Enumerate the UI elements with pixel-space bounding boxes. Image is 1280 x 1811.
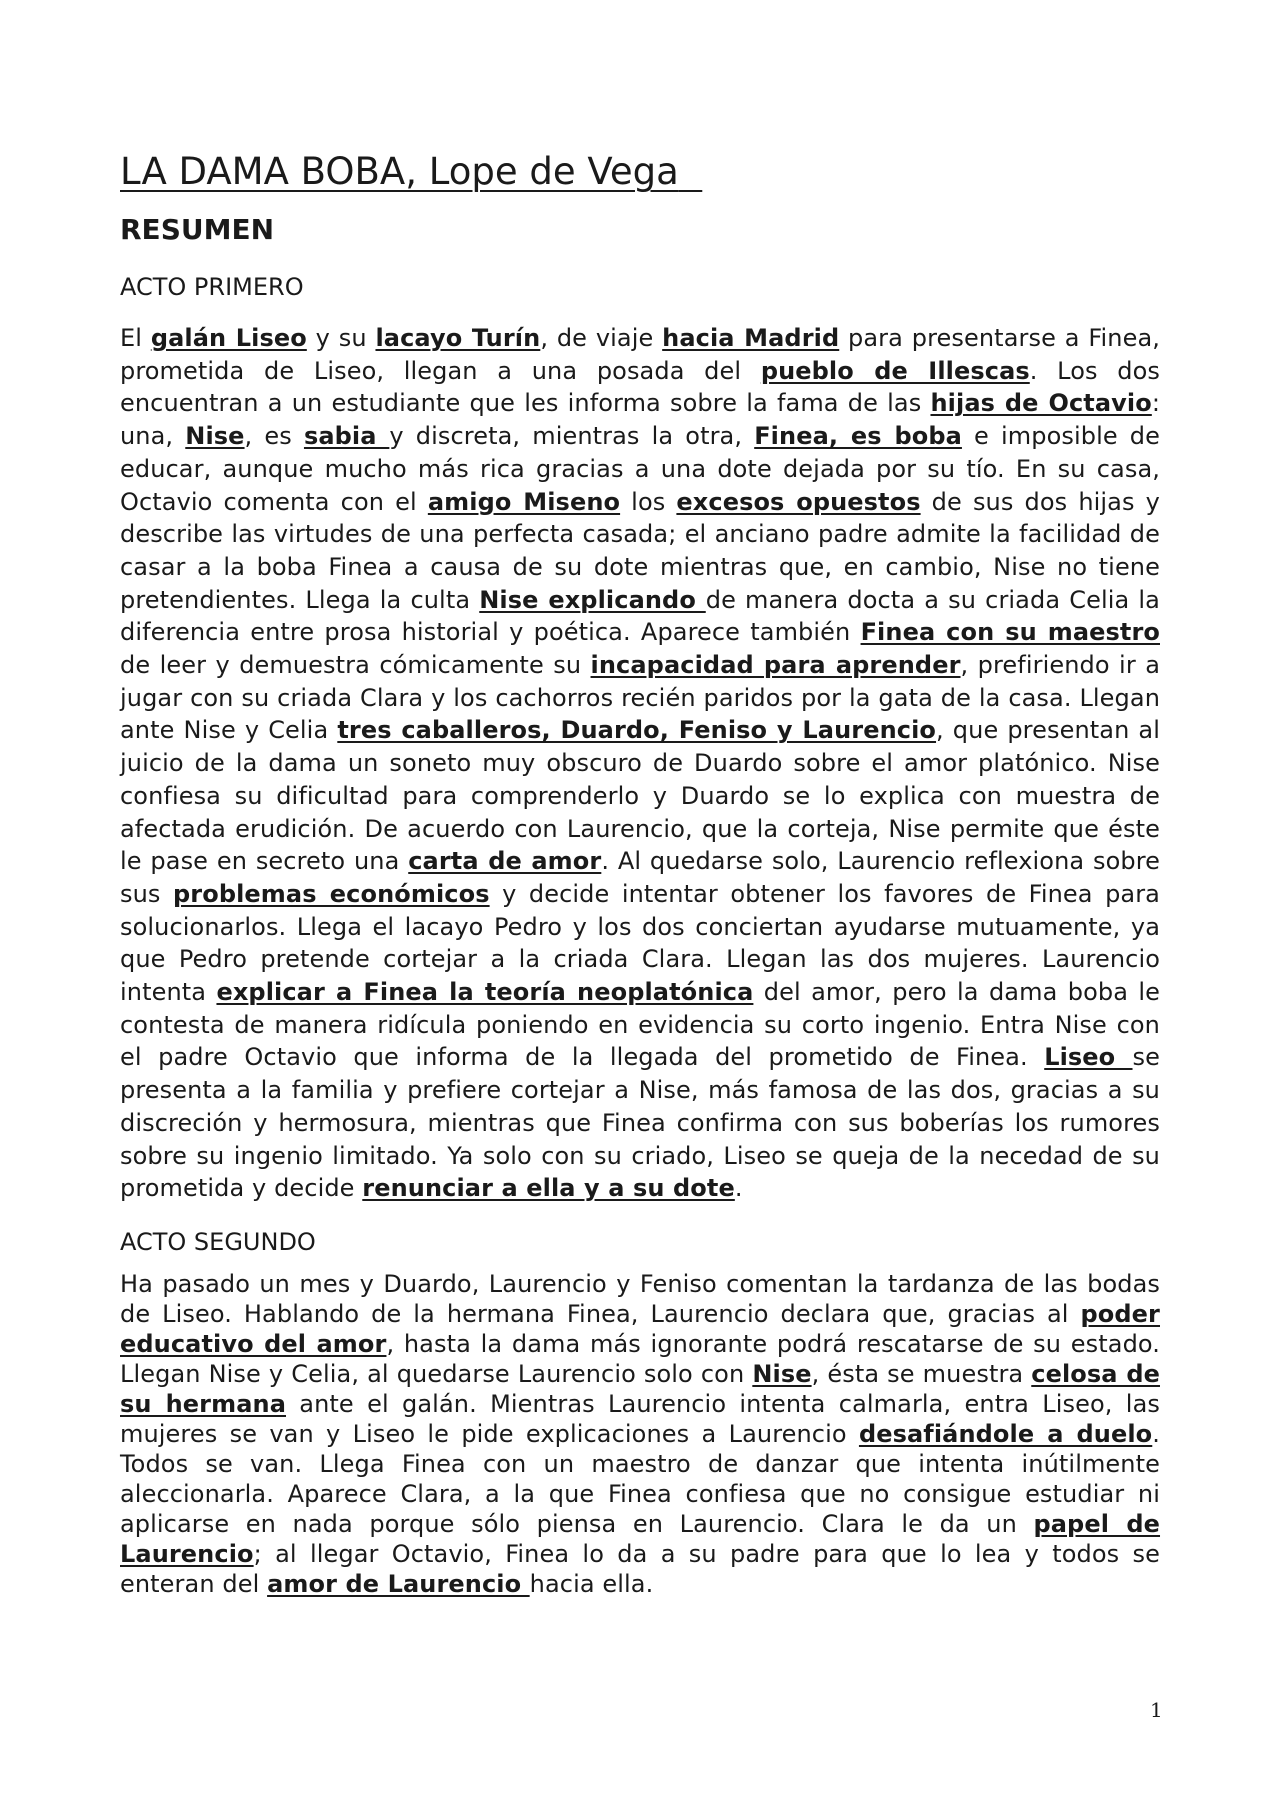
highlighted-phrase: Nise xyxy=(185,422,245,451)
highlighted-phrase: galán Liseo xyxy=(150,324,307,352)
act-one-paragraph: El galán Liseo y su lacayo Turín, de viaje hacia Madrid para presentarse a Finea, prometida de Liseo, llegan a una posada del pueblo de Illescas. Los dos encuentran a un estudiante que les informa sobre la fama de las hijas de Octavio: una, Nise, es sabia y discreta, mientras la otra, Finea, es boba e imposible de educar, aunque mucho más rica gracias a una dote dejada por su tío. En su casa, Octavio comenta con el amigo Miseno los excesos opuestos de sus dos hijas y describe las virtudes de una perfecta casada; el anciano padre admite la facilidad de casar a la boba Finea a causa de su dote mientras que, en cambio, Nise no tiene pretendientes. Llega la culta Nise explicando de manera docta a su criada Celia la diferencia entre prosa historial y poética. Aparece también Finea con su maestro de leer y demuestra cómicamente su incapacidad para aprender, prefiriendo ir a jugar con su criada Clara y los cachorros recién paridos por la gata de la casa. Llegan ante Nise y Celia tres caballeros, Duardo, Feniso y Laurencio, que presentan al juicio de la dama un soneto muy obscuro de Duardo sobre el amor platónico. Nise confiesa su dificultad para comprenderlo y Duardo se lo explica con muestra de afectada erudición. De acuerdo con Laurencio, que la corteja, Nise permite que éste le pase en secreto una carta de amor. Al quedarse solo, Laurencio reflexiona sobre sus problemas económicos y decide intentar obtener los favores de Finea para solucionarlos. Llega el lacayo Pedro y los dos conciertan ayudarse mutuamente, ya que Pedro pretende cortejar a la criada Clara. Llegan las dos mujeres. Laurencio intenta explicar a Finea la teoría neoplatónica del amor, pero la dama boba le contesta de manera ridícula poniendo en evidencia su corto ingenio. Entra Nise con el padre Octavio que informa de la llegada del prometido de Finea. Liseo se presenta a la familia y prefiere cortejar a Nise, más famosa de las dos, gracias a su discreción y hermosura, mientras que Finea confirma con sus boberías los rumores sobre su ingenio limitado. Ya solo con su criado, Liseo se queja de la necedad de su prometida y decide renunciar a ella y a su dote. xyxy=(120,324,1161,1203)
highlighted-phrase: Liseo xyxy=(1044,1043,1133,1072)
highlighted-phrase: Nise explicando xyxy=(479,585,706,614)
highlighted-phrase: Finea con su maestro xyxy=(860,618,1160,647)
act-two-paragraph: Ha pasado un mes y Duardo, Laurencio y Feniso comentan la tardanza de las bodas de Liseo. Hablando de la hermana Finea, Laurencio declara que, gracias al poder educativo del amor, hasta la dama más ignorante podrá rescatarse de su estado. Llegan Nise y Celia, al quedarse Laurencio solo con Nise, ésta se muestra celosa de su hermana ante el galán. Mientras Laurencio intenta calmarla, entra Liseo, las mujeres se van y Liseo le pide explicaciones a Laurencio desafiándole a duelo. Todos se van. Llega Finea con un maestro de danzar que intenta inútilmente aleccionarla. Aparece Clara, a la que Finea confiesa que no consigue estudiar ni aplicarse en nada porque sólo piensa en Laurencio. Clara le da un papel de Laurencio; al llegar Octavio, Finea lo da a su padre para que lo lea y todos se enteran del amor de Laurencio hacia ella. xyxy=(120,1269,1161,1598)
highlighted-phrase: hacia Madrid xyxy=(662,324,840,352)
highlighted-phrase: celosa de su hermana xyxy=(120,1359,1160,1418)
highlighted-phrase: incapacidad para aprender xyxy=(590,651,961,680)
highlighted-phrase: Nise xyxy=(752,1359,812,1388)
highlighted-phrase: excesos opuestos xyxy=(676,487,921,516)
highlighted-phrase: hijas de Octavio xyxy=(930,389,1152,418)
document-title: LA DAMA BOBA, Lope de Vega xyxy=(120,150,679,193)
highlighted-phrase: sabia xyxy=(303,422,390,451)
highlighted-phrase: tres caballeros, Duardo, Feniso y Laurencio xyxy=(337,716,937,745)
highlighted-phrase: amor de Laurencio xyxy=(267,1569,530,1598)
highlighted-phrase: carta de amor xyxy=(408,847,602,876)
highlighted-phrase: Finea, es boba xyxy=(754,422,962,451)
highlighted-phrase: renunciar a ella y a su dote xyxy=(362,1174,735,1203)
act-one-label: ACTO PRIMERO xyxy=(120,273,304,301)
act-two-label: ACTO SEGUNDO xyxy=(120,1227,316,1256)
highlighted-phrase: pueblo de Illescas xyxy=(760,356,1030,385)
document-page xyxy=(120,150,1160,1599)
highlighted-phrase: lacayo Turín xyxy=(375,324,541,352)
page-number: 1 xyxy=(1150,1698,1163,1722)
highlighted-phrase: amigo Miseno xyxy=(427,487,621,516)
highlighted-phrase: poder educativo del amor xyxy=(120,1299,1160,1358)
summary-heading: RESUMEN xyxy=(120,213,275,246)
highlighted-phrase: desafiándole a duelo xyxy=(858,1419,1153,1448)
highlighted-phrase: papel de Laurencio xyxy=(120,1509,1161,1568)
highlighted-phrase: explicar a Finea la teoría neoplatónica xyxy=(216,978,754,1007)
highlighted-phrase: problemas económicos xyxy=(173,879,490,908)
